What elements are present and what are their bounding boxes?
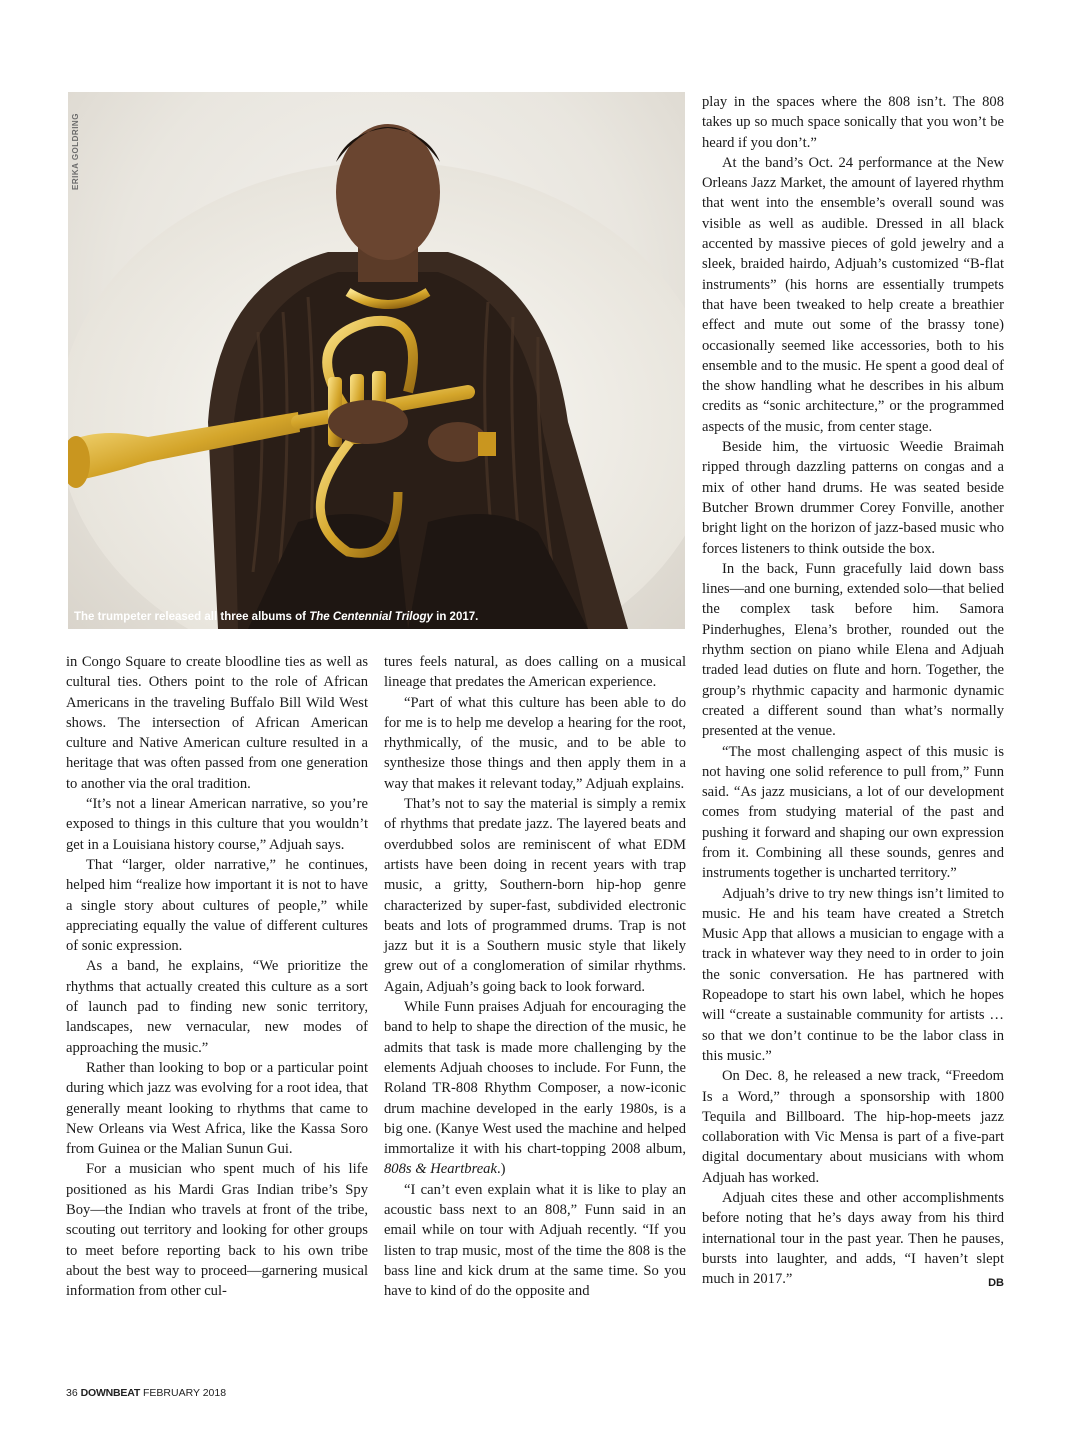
- paragraph: Beside him, the virtuosic Weedie Braimah ripped through dazzling patterns on congas and a mix of other hand drums. He was seated beside Butcher Brown drummer Corey Fonville, another bright light on the horizon of jazz-based music who forces listeners to think outside the box.: [702, 439, 1004, 557]
- photo-credit: ERIKA GOLDRING: [71, 113, 80, 190]
- page-number: 36: [66, 1387, 78, 1399]
- paragraph: tures feels natural, as does calling on a musical lineage that predates the American experience.: [384, 654, 686, 691]
- article-column-3: [702, 92, 1004, 1294]
- issue-date: FEBRUARY 2018: [142, 1387, 227, 1399]
- paragraph: That’s not to say the material is simply a remix of rhythms that predate jazz. The layered beats and overdubbed solos are reminiscent of what EDM artists have been doing in recent years with trap music, a gritty, Southern-born hip-hop genre characterized by super-fast, subdivided electronic beats and lots of programmed drums. Trap is not jazz but it is a Southern music style that likely grew out of a conglomeration of similar rhythms. Again, Adjuah’s going back to look forward.: [384, 796, 686, 995]
- paragraph: On Dec. 8, he released a new track, “Freedom Is a Word,” through a sponsorship with 1800 Tequila and Billboard. The hip-hop-meets jazz collaboration with Vic Mensa is part of a five-part digital documentary about musicians with whom Adjuah has worked.: [702, 1068, 1004, 1186]
- article-column-2: [384, 652, 686, 1302]
- magazine-name: DOWNBEAT: [80, 1387, 141, 1399]
- trumpeter-portrait-illustration: [68, 92, 685, 629]
- paragraph: “The most challenging aspect of this music is not having one solid reference to pull from,” Funn said. “As jazz musicians, a lot of our development comes from studying material of the past and pushing it forward and shaping our own expression from it. Combining all these sounds, genres and instruments together is uncharted territory.”: [702, 743, 1004, 882]
- paragraph: For a musician who spent much of his life positioned as his Mardi Gras Indian tribe’s Spy Boy—the Indian who travels at front of the tribe, scouting out territory and looking for other groups to meet before reporting back to his own tribe about the best way to proceed—garnering musical information from other cul-: [66, 1161, 368, 1300]
- photo-caption: The trumpeter released all three albums of The Centennial Trilogy in 2017.: [74, 611, 479, 623]
- paragraph: That “larger, older narrative,” he continues, helped him “realize how important it is not to have a single story about cultures of people,” while appreciating equally the value of different cultures of sonic expression.: [66, 856, 368, 955]
- paragraph: At the band’s Oct. 24 performance at the New Orleans Jazz Market, the amount of layered rhythm that went into the ensemble’s overall sound was visible as well as audible. Dressed in all black accented by massive pieces of gold jewelry and a sleek, braided hairdo, Adjuah’s customized “B-flat instruments” (his horns are essentially trumpets that have been tweaked to help create a breathier effect and mute out some of the brassy tone) occasionally seemed like accessories, both to his ensemble and to the music. He spent a good deal of the show handling what he describes in his album credits as “sonic architecture,” or the programmed aspects of the music, from center stage.: [702, 154, 1004, 435]
- page-footer: [66, 1387, 226, 1399]
- paragraph: in Congo Square to create bloodline ties as well as cultural ties. Others point to the role of African Americans in the traveling Buffalo Bill Wild West shows. The intersection of African American culture and Native American culture resulted in a heritage that was often passed from one generation to another via the oral tradition.: [66, 654, 368, 792]
- paragraph: While Funn praises Adjuah for encouraging the band to help to shape the direction of the music, he admits that task is made more challenging by the elements Adjuah chooses to include. For Funn, the Roland TR-808 Rhythm Composer, a now-iconic drum machine developed in the early 1980s, is a big one. (Kanye West used the machine and helped immortalize it with his chart-topping 2008 album, 808s & Heartbreak.): [384, 999, 686, 1178]
- article-column-1: [66, 652, 368, 1302]
- paragraph: “I can’t even explain what it is like to play an acoustic bass next to an 808,” Funn said in an email while on tour with Adjuah recently. “If you listen to trap music, most of the time the 808 is the bass line and kick drum at the same time. So you have to kind of do the opposite and: [384, 1181, 686, 1300]
- paragraph: Adjuah’s drive to try new things isn’t limited to music. He and his team have created a Stretch Music App that allows a musician to engage with a track in whatever way they need to in order to join the sonic conversation. He has partnered with Ropeadope to start his own label, which he hopes will “create a sustainable community for artists … so that we don’t continue to be the labor class in this music.”: [702, 885, 1004, 1064]
- feature-photo: [68, 92, 685, 629]
- paragraph: Rather than looking to bop or a particular point during which jazz was evolving for a root idea, that generally meant looking to rhythms that came to New Orleans via West Africa, like the Kassa Soro from Guinea or the Malian Sunun Gui.: [66, 1059, 368, 1158]
- paragraph: In the back, Funn gracefully laid down bass lines—and one burning, extended solo—that belied the complex task before him. Samora Pinderhughes, Elena’s brother, rounded out the rhythm section on piano while Elena and Adjuah traded lead duties on flute and horn. Together, the group’s rhythmic capacity and harmonic dynamic created a different sound than what’s normally presented at the venue.: [702, 560, 1004, 740]
- paragraph: Adjuah cites these and other accomplishments before noting that he’s days away from his third international tour in the past year. Then he pauses, bursts into laughter, and adds, “I haven’t slept much in 2017.” DB: [702, 1188, 1004, 1289]
- paragraph: As a band, he explains, “We prioritize the rhythms that actually created this culture as a sort of launch pad to finding new sonic territory, landscapes, new vernacular, new modes of approaching the music.”: [66, 958, 368, 1056]
- end-mark: DB: [988, 1277, 1004, 1290]
- album-title: 808s & Heartbreak: [384, 1161, 497, 1178]
- paragraph: “Part of what this culture has been able to do for me is to help me develop a hearing for the root, rhythmically, of the music, and to be able to synthesize those things and then apply them in a way that makes it relevant today,” Adjuah explains.: [384, 694, 686, 792]
- paragraph: “It’s not a linear American narrative, so you’re exposed to things in this culture that you wouldn’t get in a Louisiana history course,” Adjuah says.: [66, 796, 368, 853]
- paragraph: play in the spaces where the 808 isn’t. The 808 takes up so much space sonically that you won’t be heard if you don’t.”: [702, 94, 1004, 151]
